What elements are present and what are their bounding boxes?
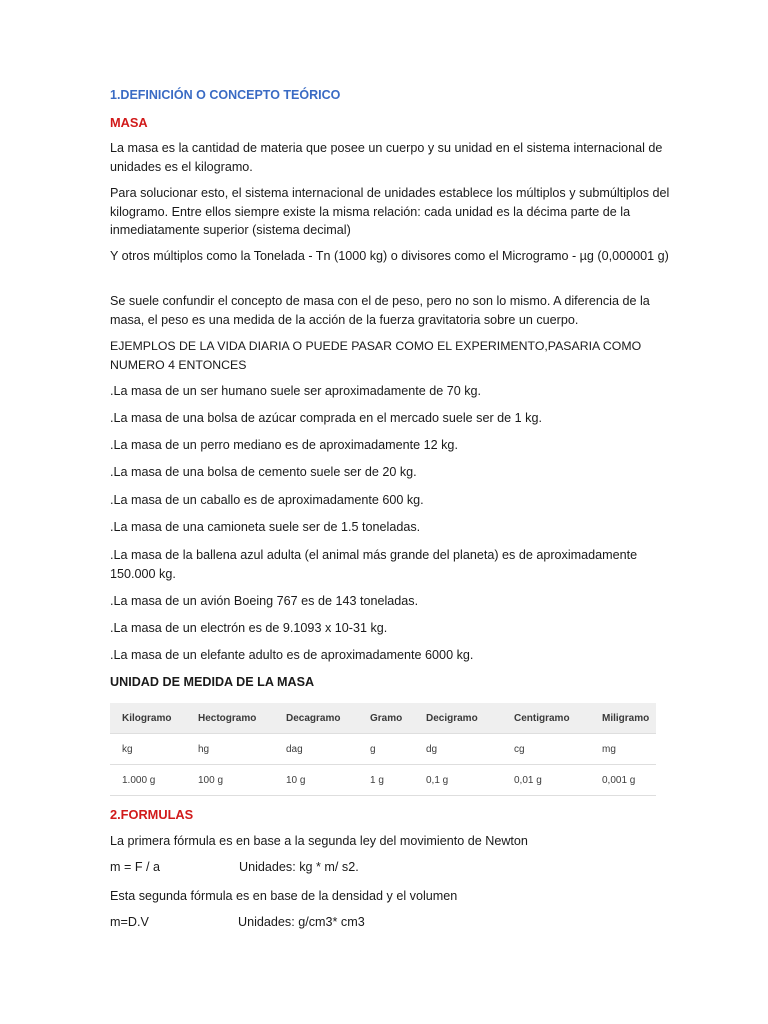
table-cell: kg [110, 734, 186, 765]
paragraph-masa-definition: La masa es la cantidad de materia que posee un cuerpo y su unidad en el sistema internacional de unidades es el kilogramo. [110, 141, 663, 174]
table-header-cell: Kilogramo [110, 703, 186, 734]
example-item: .La masa de un caballo es de aproximadamente 600 kg. [110, 493, 424, 507]
table-header-row [110, 703, 656, 734]
section2-title: 2.FORMULAS [110, 807, 194, 822]
table-cell: mg [590, 734, 656, 765]
example-item: .La masa de un elefante adulto es de aproximadamente 6000 kg. [110, 648, 474, 662]
table-header-cell: Decagramo [274, 703, 358, 734]
table-header-cell: Hectogramo [186, 703, 274, 734]
formula2-intro: Esta segunda fórmula es en base de la densidad y el volumen [110, 889, 458, 903]
table-header-cell: Miligramo [590, 703, 656, 734]
table-cell: 1 g [358, 765, 414, 796]
formula2: m=D.V [110, 915, 149, 929]
table-cell: 1.000 g [110, 765, 186, 796]
table-header-cell: Centigramo [502, 703, 590, 734]
table-cell: 100 g [186, 765, 274, 796]
example-item: .La masa de la ballena azul adulta (el animal más grande del planeta) es de aproximadamente 150.000 kg. [110, 548, 638, 581]
table-header-cell: Gramo [358, 703, 414, 734]
example-item: .La masa de un electrón es de 9.1093 x 10-31 kg. [110, 621, 388, 635]
formula1: m = F / a [110, 860, 161, 874]
unit-table [110, 703, 656, 796]
example-item: .La masa de una bolsa de azúcar comprada en el mercado suele ser de 1 kg. [110, 411, 542, 425]
table-cell: 0,01 g [502, 765, 590, 796]
table-cell: cg [502, 734, 590, 765]
table-cell: dg [414, 734, 502, 765]
table-header-cell: Decigramo [414, 703, 502, 734]
example-item: .La masa de un ser humano suele ser aproximadamente de 70 kg. [110, 384, 482, 398]
formula1-units: Unidades: kg * m/ s2. [239, 860, 359, 874]
example-item: .La masa de una camioneta suele ser de 1.5 toneladas. [110, 520, 421, 534]
paragraph-peso: Se suele confundir el concepto de masa con el de peso, pero no son lo mismo. A diferencia de la masa, el peso es una medida de la acción de la fuerza gravitatoria sobre un cuerpo. [110, 294, 650, 327]
table-cell: 10 g [274, 765, 358, 796]
table-cell: hg [186, 734, 274, 765]
paragraph-tonelada: Y otros múltiplos como la Tonelada - Tn (1000 kg) o divisores como el Microgramo - µg (0,000001 g) [110, 249, 669, 263]
example-item: .La masa de un avión Boeing 767 es de 143 toneladas. [110, 594, 419, 608]
table-cell: 0,001 g [590, 765, 656, 796]
section1-subtitle: MASA [110, 115, 148, 130]
formula1-intro: La primera fórmula es en base a la segunda ley del movimiento de Newton [110, 834, 528, 848]
paragraph-multiples: Para solucionar esto, el sistema internacional de unidades establece los múltiplos y submúltiplos del kilogramo. Entre ellos siempre existe la misma relación: cada unidad es la décima parte de la inmediatamente superior (sistema decimal) [110, 186, 670, 237]
formula2-units: Unidades: g/cm3* cm3 [238, 915, 365, 929]
table-title: UNIDAD DE MEDIDA DE LA MASA [110, 675, 315, 689]
table-row [110, 765, 656, 796]
paragraph-examples-heading: EJEMPLOS DE LA VIDA DIARIA O PUEDE PASAR COMO EL EXPERIMENTO,PASARIA COMO NUMERO 4 ENTONCES [110, 339, 642, 372]
table-cell: g [358, 734, 414, 765]
example-item: .La masa de un perro mediano es de aproximadamente 12 kg. [110, 438, 458, 452]
table-cell: 0,1 g [414, 765, 502, 796]
section1-title: 1.DEFINICIÓN O CONCEPTO TEÓRICO [110, 88, 341, 102]
table-cell: dag [274, 734, 358, 765]
example-item: .La masa de una bolsa de cemento suele ser de 20 kg. [110, 465, 417, 479]
table-row [110, 734, 656, 765]
